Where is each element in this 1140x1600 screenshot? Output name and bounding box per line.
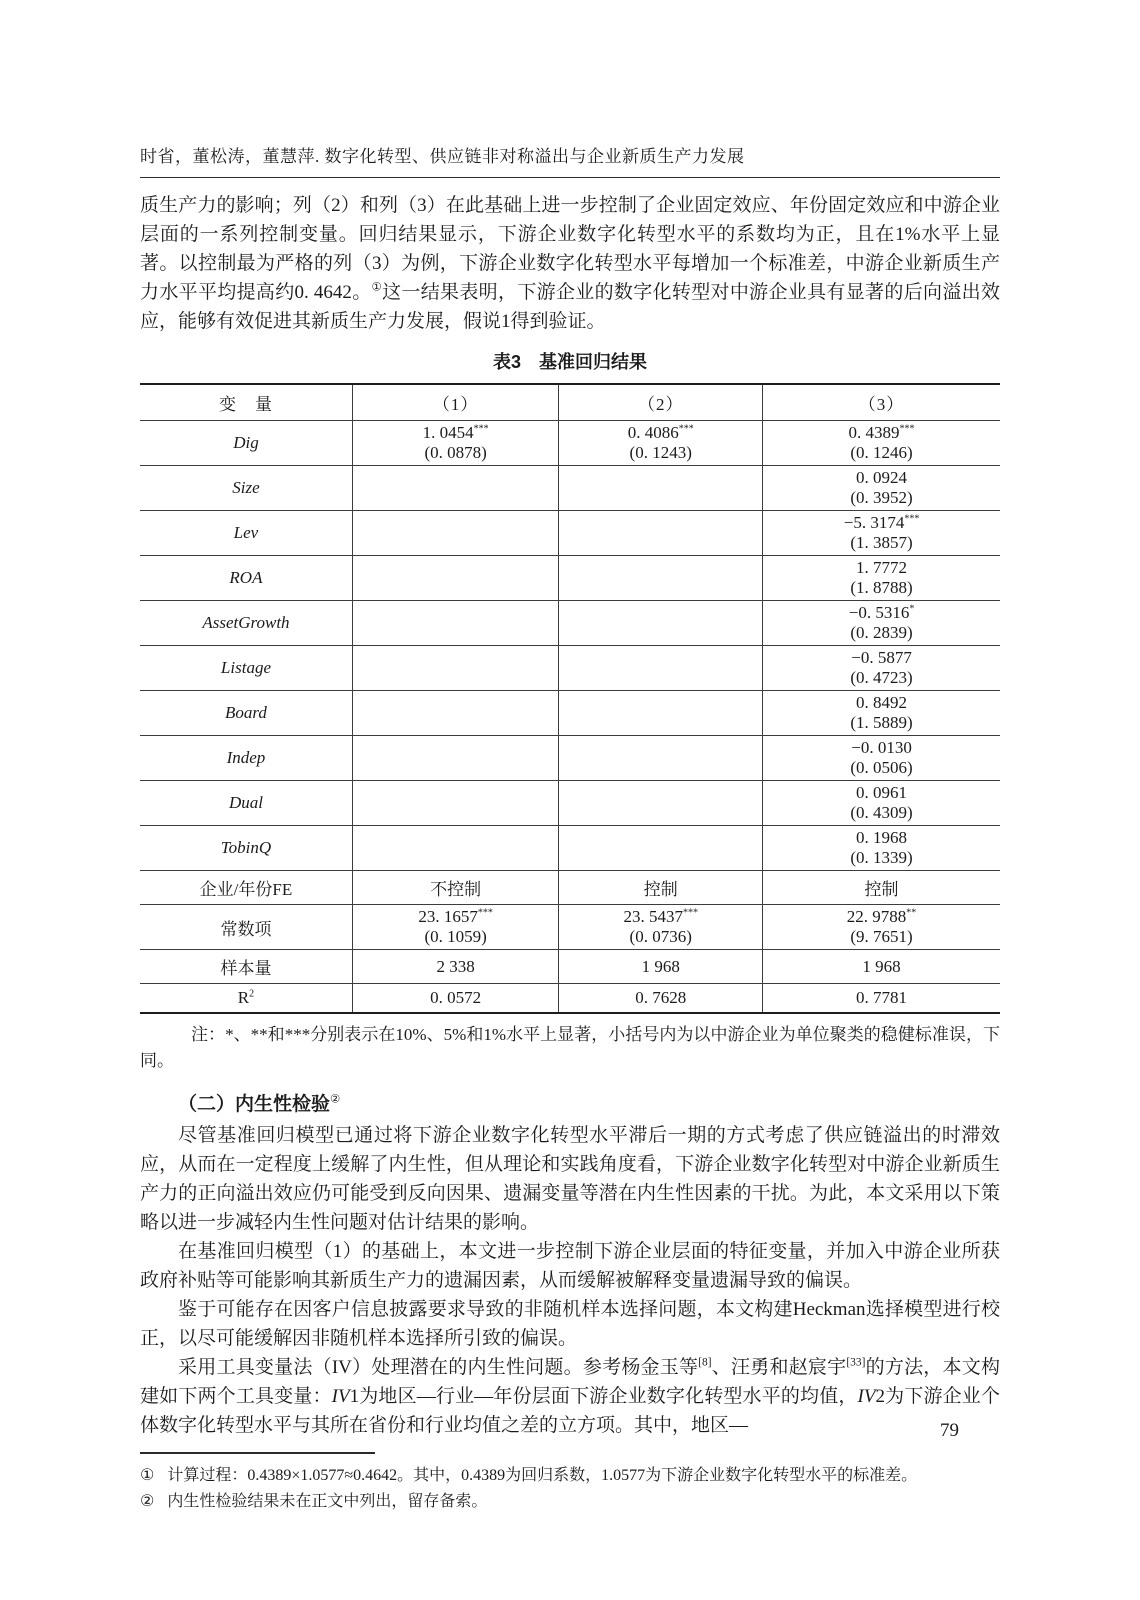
header-cell-col2: （2） xyxy=(559,384,763,421)
row-label: Dual xyxy=(140,781,352,826)
section-heading xyxy=(140,1091,1000,1119)
table-header xyxy=(140,384,1000,421)
row-label: AssetGrowth xyxy=(140,601,352,646)
table-cell xyxy=(352,646,558,691)
footnote-text: 内生性检验结果未在正文中列出，留存备索。 xyxy=(167,1493,488,1510)
page-content xyxy=(140,0,1000,1515)
superscript-ref: [33] xyxy=(846,1356,866,1369)
table-cell: 1 968 xyxy=(763,950,1000,984)
table-row xyxy=(140,781,1000,826)
table-row xyxy=(140,466,1000,511)
row-label: ROA xyxy=(140,556,352,601)
footnotes-block xyxy=(140,1452,1000,1515)
header-cell-col3: （3） xyxy=(763,384,1000,421)
table-note: 注：*、**和***分别表示在10%、5%和1%水平上显著，小括号内为以中游企业为单位聚类的稳健标准误，下同。 xyxy=(140,1025,1000,1070)
intro-paragraph: 质生产力的影响；列（2）和列（3）在此基础上进一步控制了企业固定效应、年份固定效应和中游企业层面的一系列控制变量。回归结果显示，下游企业数字化转型水平的系数均为正，且在1%水平上显著。以控制最为严格的列（3）为例，下游企业数字化转型水平每增加一个标准差，中游企业新质生产力水平平均提高约0. 4642。①这一结果表明，下游企业的数字化转型对中游企业具有显著的后向溢出效应，能够有效促进其新质生产力发展，假说1得到验证。 xyxy=(140,195,1000,332)
row-label: Indep xyxy=(140,736,352,781)
row-label: Size xyxy=(140,466,352,511)
table-cell: 0. 0924 (0. 3952) xyxy=(763,466,1000,511)
table-cell: 0. 7628 xyxy=(559,984,763,1014)
table-cell: 0. 4389*** (0. 1246) xyxy=(763,421,1000,466)
header-cell-variable: 变 量 xyxy=(140,384,352,421)
table-cell: 不控制 xyxy=(352,871,558,905)
table-row xyxy=(140,601,1000,646)
table-row xyxy=(140,511,1000,556)
table-row xyxy=(140,421,1000,466)
table-row xyxy=(140,646,1000,691)
table-cell xyxy=(559,646,763,691)
superscript-ref: ① xyxy=(371,281,383,294)
row-label: Board xyxy=(140,691,352,736)
table-cell: 23. 1657*** (0. 1059) xyxy=(352,905,558,950)
table-cell xyxy=(352,556,558,601)
table-row xyxy=(140,736,1000,781)
table-cell xyxy=(559,691,763,736)
table-cell xyxy=(352,511,558,556)
table-cell xyxy=(559,826,763,871)
footnote-text: 计算过程：0.4389×1.0577≈0.4642。其中，0.4389为回归系数，1.0577为下游企业数字化转型水平的标准差。 xyxy=(167,1467,918,1484)
table-cell: 0. 1968 (0. 1339) xyxy=(763,826,1000,871)
footnote-marker: ① xyxy=(140,1467,155,1484)
table-row xyxy=(140,984,1000,1014)
table-row xyxy=(140,950,1000,984)
table-cell xyxy=(352,826,558,871)
table-cell: 1. 7772 (1. 8788) xyxy=(763,556,1000,601)
footnote xyxy=(140,1463,1000,1489)
table-cell xyxy=(352,781,558,826)
table-cell: 控制 xyxy=(559,871,763,905)
table-cell: −0. 0130 (0. 0506) xyxy=(763,736,1000,781)
table-cell: 22. 9788** (9. 7651) xyxy=(763,905,1000,950)
table-cell: −0. 5316* (0. 2839) xyxy=(763,601,1000,646)
row-label: 企业/年份FE xyxy=(140,871,352,905)
italic-text: IV xyxy=(857,1386,876,1407)
superscript-ref: [8] xyxy=(698,1356,712,1369)
footnote xyxy=(140,1489,1000,1515)
section-paragraph: 采用工具变量法（IV）处理潜在的内生性问题。参考杨金玉等[8]、汪勇和赵宸宇[33]的方法，本文构建如下两个工具变量：IV1为地区—行业—年份层面下游企业数字化转型水平的均值，IV2为下游企业个体数字化转型水平与其所在省份和行业均值之差的立方项。其中，地区— xyxy=(140,1356,1000,1436)
table-row xyxy=(140,556,1000,601)
table-body xyxy=(140,421,1000,1014)
table-cell xyxy=(352,691,558,736)
table-row xyxy=(140,905,1000,950)
regression-table xyxy=(140,383,1000,1014)
running-head: 时省，董松涛，董慧萍. 数字化转型、供应链非对称溢出与企业新质生产力发展 xyxy=(140,146,1000,178)
table-cell: −5. 3174*** (1. 3857) xyxy=(763,511,1000,556)
table-cell: 0. 7781 xyxy=(763,984,1000,1014)
table-cell: 控制 xyxy=(763,871,1000,905)
section-paragraph: 鉴于可能存在因客户信息披露要求导致的非随机样本选择问题，本文构建Heckman选择模型进行校正，以尽可能缓解因非随机样本选择所引致的偏误。 xyxy=(140,1299,1000,1349)
table-title: 表3 基准回归结果 xyxy=(492,352,647,372)
table-cell xyxy=(352,601,558,646)
footnote-marker: ② xyxy=(140,1493,155,1510)
table-cell xyxy=(559,511,763,556)
row-label: 常数项 xyxy=(140,905,352,950)
section-paragraph: 在基准回归模型（1）的基础上，本文进一步控制下游企业层面的特征变量，并加入中游企业所获政府补贴等可能影响其新质生产力的遗漏因素，从而缓解被解释变量遗漏导致的偏误。 xyxy=(140,1241,1000,1291)
table-cell: 0. 4086*** (0. 1243) xyxy=(559,421,763,466)
footnote-separator xyxy=(140,1452,375,1454)
table-row xyxy=(140,871,1000,905)
table-cell xyxy=(559,601,763,646)
table-cell xyxy=(559,556,763,601)
table-cell: 0. 8492 (1. 5889) xyxy=(763,691,1000,736)
footnote-list xyxy=(140,1463,1000,1515)
row-label: Dig xyxy=(140,421,352,466)
row-label: TobinQ xyxy=(140,826,352,871)
table-row xyxy=(140,826,1000,871)
table-cell xyxy=(559,466,763,511)
table-header-row xyxy=(140,384,1000,421)
section-paragraph: 尽管基准回归模型已通过将下游企业数字化转型水平滞后一期的方式考虑了供应链溢出的时滞效应，从而在一定程度上缓解了内生性，但从理论和实践角度看，下游企业数字化转型对中游企业新质生产力的正向溢出效应仍可能受到反向因果、遗漏变量等潜在内生性因素的干扰。为此，本文采用以下策略以进一步减轻内生性问题对估计结果的影响。 xyxy=(140,1125,1000,1233)
table-cell: 0. 0961 (0. 4309) xyxy=(763,781,1000,826)
section-heading-text: （二）内生性检验 xyxy=(178,1094,331,1115)
table-cell xyxy=(352,736,558,781)
page-number: 79 xyxy=(940,1420,959,1441)
table-cell: 1. 0454*** (0. 0878) xyxy=(352,421,558,466)
row-label: Lev xyxy=(140,511,352,556)
italic-text: IV xyxy=(331,1386,350,1407)
table-cell: 1 968 xyxy=(559,950,763,984)
header-cell-col1: （1） xyxy=(352,384,558,421)
table-cell: −0. 5877 (0. 4723) xyxy=(763,646,1000,691)
table-cell xyxy=(559,736,763,781)
table-cell xyxy=(559,781,763,826)
table-cell: 0. 0572 xyxy=(352,984,558,1014)
table-cell xyxy=(352,466,558,511)
section-heading-footnote-ref: ② xyxy=(330,1093,341,1106)
row-label: $R^2$ xyxy=(237,988,255,1007)
table-cell: 23. 5437*** (0. 0736) xyxy=(559,905,763,950)
table-cell: 2 338 xyxy=(352,950,558,984)
row-label: 样本量 xyxy=(140,950,352,984)
row-label: Listage xyxy=(140,646,352,691)
table-row xyxy=(140,691,1000,736)
